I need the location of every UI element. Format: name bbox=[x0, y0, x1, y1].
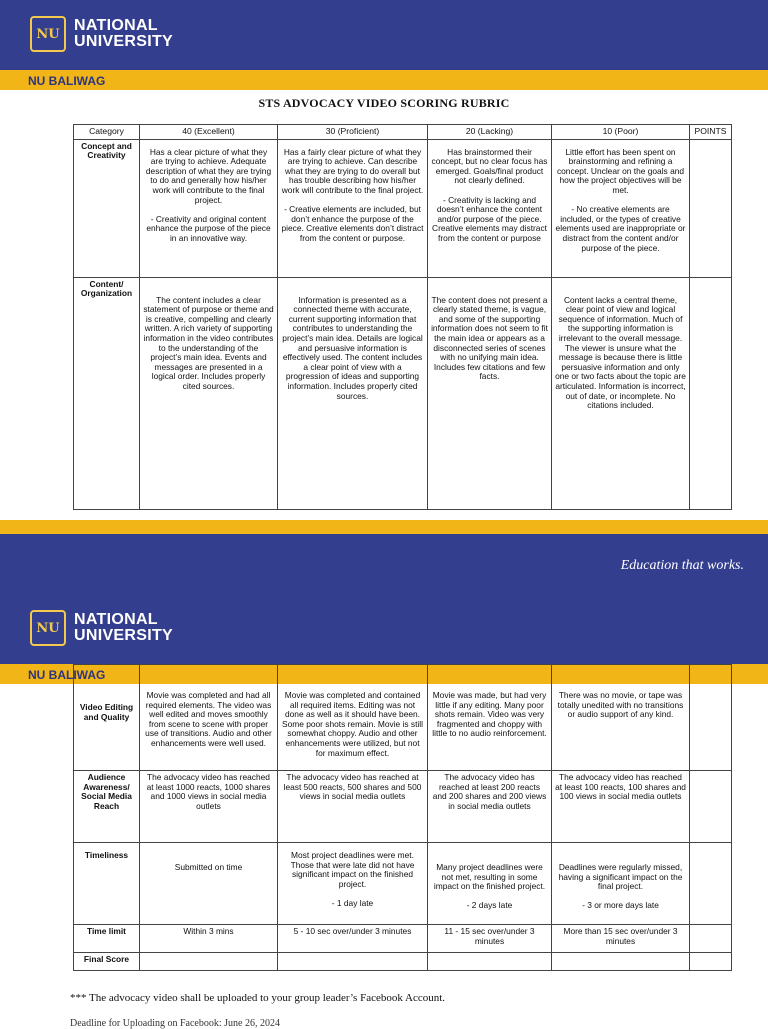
criteria-cell: Most project deadlines were met. Those that were late did not have significant impact on the finished project. - 1 day late bbox=[278, 843, 428, 925]
campus-band bbox=[0, 70, 768, 90]
criteria-cell: Has a clear picture of what they are trying to achieve. Adequate description of what they are trying to do and generally how his/her work will contribute to the final project. - Creativity and original content enhance the purpose of the piece in an innovative way. bbox=[140, 139, 278, 277]
criteria-cell: Many project deadlines were not met, resulting in some impact on the finished project. - 2 days late bbox=[428, 843, 552, 925]
rubric-table-page1 bbox=[73, 124, 732, 510]
campus-name-page2: NU BALIWAG bbox=[28, 668, 106, 682]
header-excellent: 40 (Excellent) bbox=[140, 125, 278, 140]
category-cell: Timeliness bbox=[74, 843, 140, 925]
points-cell bbox=[690, 925, 732, 953]
page-divider bbox=[0, 520, 768, 534]
header-lacking: 20 (Lacking) bbox=[428, 125, 552, 140]
table-row bbox=[74, 843, 732, 925]
criteria-cell: Little effort has been spent on brainstorming and refining a concept. Unclear on the goals and how the project objectives will be met. - No creative elements are included, or the types of creative elements used are inappropriate or distract from the content and/or purpose of the piece. bbox=[552, 139, 690, 277]
criteria-cell bbox=[428, 953, 552, 971]
criteria-cell: The advocacy video has reached at least 1000 reacts, 1000 shares and 1000 views in social media outlets bbox=[140, 771, 278, 843]
criteria-cell: The advocacy video has reached at least 200 reacts and 200 shares and 200 views in social media outlets bbox=[428, 771, 552, 843]
university-logo bbox=[30, 16, 173, 52]
category-cell: Content/ Organization bbox=[74, 277, 140, 509]
brand-name bbox=[74, 612, 173, 644]
brand-line1: NATIONAL bbox=[74, 17, 158, 34]
rubric-table-page2 bbox=[73, 664, 732, 971]
header-category: Category bbox=[74, 125, 140, 140]
table-row bbox=[74, 277, 732, 509]
points-cell bbox=[690, 665, 732, 771]
criteria-cell: The advocacy video has reached at least 500 reacts, 500 shares and 500 views in social media outlets bbox=[278, 771, 428, 843]
points-cell bbox=[690, 139, 732, 277]
criteria-cell: The content does not present a clearly stated theme, is vague, and some of the supporting information does not seem to fit the main idea or appears as a disconnected series of scenes with no unifying main idea. Includes few citations and few facts. bbox=[428, 277, 552, 509]
document-title: STS ADVOCACY VIDEO SCORING RUBRIC bbox=[258, 96, 510, 110]
brand-line2: UNIVERSITY bbox=[74, 33, 174, 50]
header-points: POINTS bbox=[690, 125, 732, 140]
criteria-cell: Deadlines were regularly missed, having a significant impact on the final project. - 3 or more days late bbox=[552, 843, 690, 925]
university-logo-page2 bbox=[30, 610, 173, 646]
university-seal-icon: NU bbox=[30, 610, 66, 646]
campus-name: NU BALIWAG bbox=[28, 74, 106, 88]
criteria-cell: 11 - 15 sec over/under 3 minutes bbox=[428, 925, 552, 953]
table-row bbox=[74, 665, 732, 771]
category-cell: Audience Awareness/ Social Media Reach bbox=[74, 771, 140, 843]
points-cell bbox=[690, 953, 732, 971]
criteria-cell: There was no movie, or tape was totally unedited with no transitions or audio support of any kind. bbox=[552, 665, 690, 771]
brand-line2: UNIVERSITY bbox=[74, 627, 174, 644]
criteria-cell: Within 3 mins bbox=[140, 925, 278, 953]
brand-line1: NATIONAL bbox=[74, 611, 158, 628]
criteria-cell: Movie was completed and contained all required items. Editing was not done as well as it should have been. Some poor shots remain. Movie is still somewhat choppy. Audio and other enhancements were utilized, but not for maximum effect. bbox=[278, 665, 428, 771]
university-seal-icon: NU bbox=[30, 16, 66, 52]
criteria-cell: Content lacks a central theme, clear point of view and logical sequence of information. Much of the supporting information is irrelevant to the overall message. The viewer is unsure what the message is because there is little persuasive information and only one or two facts about the topic are articulated. Information is incorrect, out of date, or incomplete. No citations included. bbox=[552, 277, 690, 509]
criteria-cell: Has brainstormed their concept, but no clear focus has emerged. Goals/final product not clearly defined. - Creativity is lacking and doesn’t enhance the content and/or purpose of the piece. Creative elements may distract from the content or purpose bbox=[428, 139, 552, 277]
criteria-cell: Has a fairly clear picture of what they are trying to achieve. Can describe what they are trying to do overall but has trouble describing how his/her work will contribute to the final project. - Creative elements are included, but don’t enhance the purpose of the piece. Creative elements don’t distract from the content or purpose. bbox=[278, 139, 428, 277]
deadline-footer: Deadline for Uploading on Facebook: June 26, 2024 bbox=[70, 1018, 280, 1029]
upload-note: *** The advocacy video shall be uploaded to your group leader’s Facebook Account. bbox=[70, 992, 446, 1004]
points-cell bbox=[690, 843, 732, 925]
criteria-cell bbox=[278, 953, 428, 971]
rubric-header-row bbox=[74, 125, 732, 140]
criteria-cell: 5 - 10 sec over/under 3 minutes bbox=[278, 925, 428, 953]
table-row bbox=[74, 953, 732, 971]
table-row bbox=[74, 139, 732, 277]
points-cell bbox=[690, 771, 732, 843]
criteria-cell: Information is presented as a connected theme with accurate, current supporting information that contributes to understanding the project’s main idea. Details are logical and persuasive information is effectively used. The content includes a clear point of view with a progression of ideas and supporting information. Includes properly cited sources. bbox=[278, 277, 428, 509]
table-row bbox=[74, 925, 732, 953]
criteria-cell: More than 15 sec over/under 3 minutes bbox=[552, 925, 690, 953]
table-row bbox=[74, 771, 732, 843]
brand-name bbox=[74, 18, 173, 50]
category-cell: Video Editing and Quality bbox=[74, 665, 140, 771]
criteria-cell: Movie was completed and had all required elements. The video was well edited and moves smoothly from scene to scene with proper use of transitions. Audio and other enhancements were well used. bbox=[140, 665, 278, 771]
criteria-cell: The advocacy video has reached at least 100 reacts, 100 shares and 100 views in social media outlets bbox=[552, 771, 690, 843]
criteria-cell bbox=[140, 953, 278, 971]
header-proficient: 30 (Proficient) bbox=[278, 125, 428, 140]
header-poor: 10 (Poor) bbox=[552, 125, 690, 140]
criteria-cell bbox=[552, 953, 690, 971]
tagline: Education that works. bbox=[620, 558, 744, 573]
category-cell: Concept and Creativity bbox=[74, 139, 140, 277]
category-cell: Final Score bbox=[74, 953, 140, 971]
points-cell bbox=[690, 277, 732, 509]
criteria-cell: The content includes a clear statement of purpose or theme and is creative, compelling and clearly written. A rich variety of supporting information in the video contributes to the understanding of the project’s main idea. Events and messages are presented in a logical order. Includes properly cited sources. bbox=[140, 277, 278, 509]
criteria-cell: Movie was made, but had very little if any editing. Many poor shots remain. Video was very fragmented and choppy with little to no audio reinforcement. bbox=[428, 665, 552, 771]
category-cell: Time limit bbox=[74, 925, 140, 953]
criteria-cell: Submitted on time bbox=[140, 843, 278, 925]
